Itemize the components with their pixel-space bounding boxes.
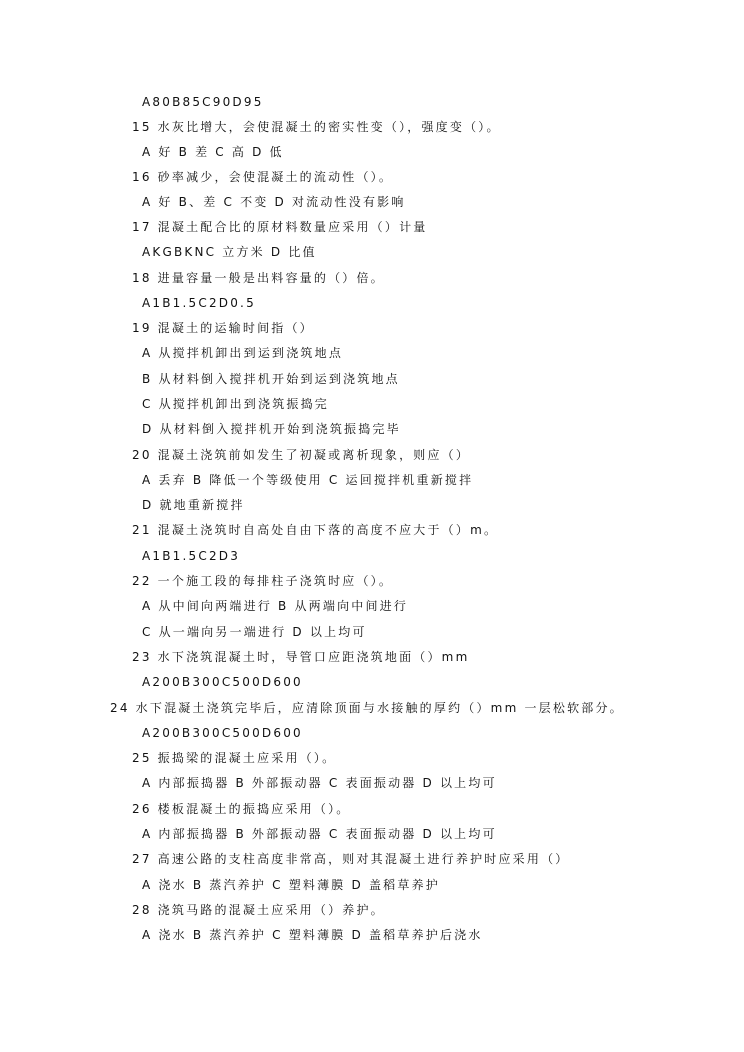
question-26: 26 楼板混凝土的振捣应采用（）。 (132, 802, 351, 816)
question-28: 28 浇筑马路的混凝土应采用（）养护。 (132, 903, 385, 917)
text-line: A80B85C90D95 (142, 95, 264, 109)
options-22-ab: A 从中间向两端进行 B 从两端向中间进行 (142, 599, 409, 613)
options-21: A1B1.5C2D3 (142, 549, 241, 563)
question-18: 18 进量容量一般是出料容量的（）倍。 (132, 271, 385, 285)
option-19-b: B 从材料倒入搅拌机开始到运到浇筑地点 (142, 372, 400, 386)
question-27: 27 高速公路的支柱高度非常高，则对其混凝土进行养护时应采用（） (132, 852, 570, 866)
question-25: 25 振捣梁的混凝土应采用（）。 (132, 751, 337, 765)
option-19-d: D 从材料倒入搅拌机开始到浇筑振捣完毕 (142, 422, 401, 436)
options-18: A1B1.5C2D0.5 (142, 296, 256, 310)
question-21: 21 混凝土浇筑时自高处自由下落的高度不应大于（）m。 (132, 523, 499, 537)
option-20-d: D 就地重新搅拌 (142, 498, 245, 512)
options-16: A 好 B、差 C 不变 D 对流动性没有影响 (142, 195, 406, 209)
question-15: 15 水灰比增大，会使混凝土的密实性变（），强度变（）。 (132, 120, 501, 134)
options-27: A 浇水 B 蒸汽养护 C 塑料薄膜 D 盖稻草养护 (142, 878, 440, 892)
options-28: A 浇水 B 蒸汽养护 C 塑料薄膜 D 盖稻草养护后浇水 (142, 928, 483, 942)
question-23: 23 水下浇筑混凝土时，导管口应距浇筑地面（）mm (132, 650, 470, 664)
options-20-abc: A 丢弃 B 降低一个等级使用 C 运回搅拌机重新搅拌 (142, 473, 474, 487)
question-19: 19 混凝土的运输时间指（） (132, 321, 314, 335)
question-22: 22 一个施工段的每排柱子浇筑时应（）。 (132, 574, 394, 588)
options-22-cd: C 从一端向另一端进行 D 以上均可 (142, 625, 367, 639)
question-16: 16 砂率减少，会使混凝土的流动性（）。 (132, 170, 394, 184)
question-20: 20 混凝土浇筑前如发生了初凝或离析现象，则应（） (132, 448, 471, 462)
options-23: A200B300C500D600 (142, 675, 303, 689)
options-15: A 好 B 差 C 高 D 低 (142, 145, 284, 159)
options-26: A 内部振捣器 B 外部振动器 C 表面振动器 D 以上均可 (142, 827, 497, 841)
options-25: A 内部振捣器 B 外部振动器 C 表面振动器 D 以上均可 (142, 776, 497, 790)
options-24: A200B300C500D600 (142, 726, 303, 740)
question-24: 24 水下混凝土浇筑完毕后，应清除顶面与水接触的厚约（）mm 一层松软部分。 (110, 701, 624, 715)
question-17: 17 混凝土配合比的原材料数量应采用（）计量 (132, 220, 428, 234)
option-19-c: C 从搅拌机卸出到浇筑振捣完 (142, 397, 329, 411)
options-17: AKGBKNC 立方米 D 比值 (142, 245, 317, 259)
option-19-a: A 从搅拌机卸出到运到浇筑地点 (142, 346, 344, 360)
